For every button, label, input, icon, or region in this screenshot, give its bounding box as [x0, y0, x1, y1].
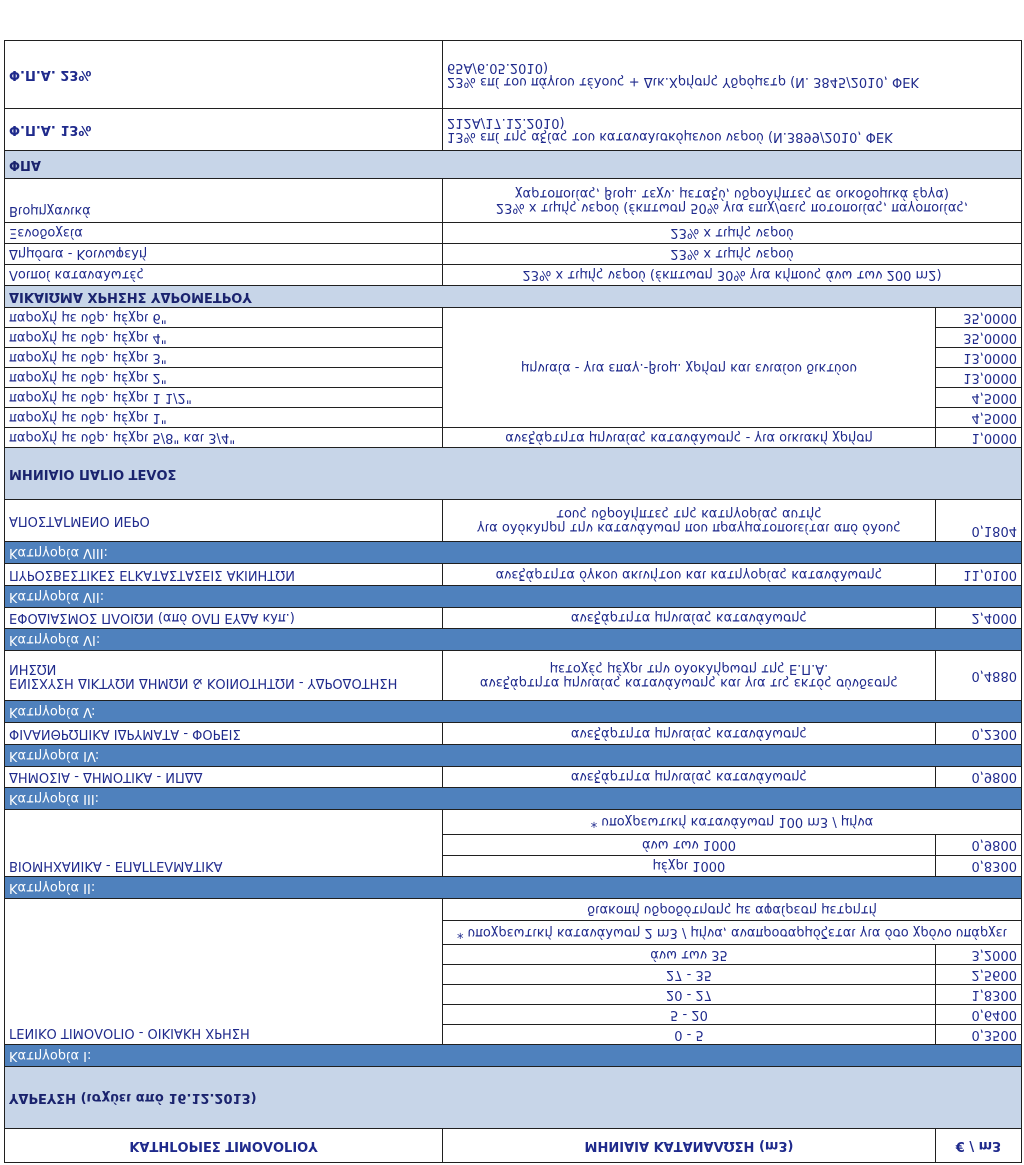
category-row [5, 788, 1022, 810]
price-value: 0,2300 [936, 723, 1022, 745]
vat-label: Λοιποί καταναλωτές [5, 265, 443, 286]
table-row [5, 767, 1022, 788]
desc-line: 23% επί του πάγιου τέλους + Δικ.Χρήσης Υδρόμετρ (Ν. 3845/2010, ΦΕΚ [447, 74, 919, 90]
table-row [5, 244, 1022, 265]
note-text: * υποχρεωτική κατανάλωση 2 m3 / μήνα, αναπροσαρμόζεται για όσο χρόνο υπάρχει [443, 921, 1022, 945]
note-text: διακοπή υδροδότησης με αφαίρεση μετρητή [443, 899, 1022, 921]
consumption-desc: μηνιαία - για επαγ.-βιομ. χρήση και ενιαίου δικτύου [443, 308, 936, 428]
table-row [5, 500, 1022, 542]
price-value: 0,1804 [936, 500, 1022, 542]
category-row [5, 586, 1022, 608]
consumption-desc [443, 500, 936, 542]
table-row [5, 109, 1022, 151]
vat-desc [443, 41, 1022, 109]
consumption-range: 0 - 5 [443, 1025, 936, 1045]
category-name: ΕΦΟΔΙΑΣΜΟΣ ΠΛΟΙΩΝ (από ΟΛΠ ΕΥΔΑ κλπ.) [5, 608, 443, 629]
category-label: Κατηγορία VII: [5, 586, 1022, 608]
price-value: 0,4880 [936, 651, 1022, 701]
price-value: 1,8300 [936, 985, 1022, 1005]
desc-line: για ολόκληρη την κατανάλωση που πραγματοποιείται από όλους [477, 520, 901, 536]
category-row [5, 701, 1022, 723]
vat-label: Φ.Π.Α. 13% [5, 109, 443, 151]
meter-label: παροχή με υδρ. μέχρι 1" [5, 408, 443, 428]
price-value: 0,3500 [936, 1025, 1022, 1045]
desc-line: 65Α/6.05.2010) [447, 60, 549, 76]
meter-label: παροχή με υδρ. μέχρι 1 1/2" [5, 388, 443, 408]
category-name: ΑΠΟΣΤΑΓΜΕΝΟ ΝΕΡΟ [5, 500, 443, 542]
price-value: 4,5000 [936, 408, 1022, 428]
section-usage-right [5, 286, 1022, 308]
category-label: Κατηγορία Ι: [5, 1045, 1022, 1067]
category-row [5, 1045, 1022, 1067]
price-value: 4,5000 [936, 388, 1022, 408]
vat-label: Δημόσια - Κοινωφελή [5, 244, 443, 265]
note-text: * υποχρεωτική κατανάλωση 100 m3 / μήνα [443, 810, 1022, 835]
consumption-desc: ανεξάρτητα μηνιαίας κατανάλωσης [443, 608, 936, 629]
category-name: ΒΙΟΜΗΧΑΝΙΚΑ - ΕΠΑΓΓΕΛΜΑΤΙΚΑ [5, 810, 443, 877]
vat-desc [443, 109, 1022, 151]
meter-label: παροχή με υδρ. μέχρι 4" [5, 328, 443, 348]
consumption-desc [443, 651, 936, 701]
category-name: ΠΥΡΟΣΒΕΣΤΙΚΕΣ ΕΓΚΑΤΑΣΤΑΣΕΙΣ ΑΚΙΝΗΤΩΝ [5, 564, 443, 586]
desc-line: τους υδρολήπτες της κατηγορίας αυτής [556, 506, 822, 522]
price-value: 0,9800 [936, 767, 1022, 788]
section-monthly-fee [5, 448, 1022, 500]
table-row [5, 265, 1022, 286]
category-row [5, 877, 1022, 899]
meter-label: παροχή με υδρ. μέχρι 2" [5, 368, 443, 388]
category-name: ΦΙΛΑΝΘΡΩΠΙΚΑ ΙΔΡΥΜΑΤΑ - ΦΟΡΕΙΣ [5, 723, 443, 745]
category-name-line: ΕΝΙΣΧΥΣΗ ΔΙΚΤΥΩΝ ΔΗΜΩΝ & ΚΟΙΝΟΤΗΤΩΝ - ΥΔΡΟΔΟΤΗΣΗ [9, 675, 398, 691]
meter-label: παροχή με υδρ. μέχρι 3" [5, 348, 443, 368]
price-value: 35,0000 [936, 308, 1022, 328]
vat-desc [443, 179, 1022, 223]
category-name [5, 651, 443, 701]
category-label: Κατηγορία V: [5, 701, 1022, 723]
price-value: 2,5600 [936, 965, 1022, 985]
consumption-range: μέχρι 1000 [443, 856, 936, 877]
header-consumption: ΜΗΝΙΑΙΑ ΚΑΤΑΝΑΛΩΣΗ (m3) [443, 1129, 936, 1163]
category-label: Κατηγορία VI: [5, 629, 1022, 651]
meter-label: παροχή με υδρ. μέχρι 5/8" και 3/4" [5, 428, 443, 448]
price-value: 35,0000 [936, 328, 1022, 348]
desc-line: 212Α/17.12.2010) [447, 115, 565, 131]
section-title: ΦΠΑ [5, 151, 1022, 179]
vat-label: Ξενοδοχεία [5, 223, 443, 244]
vat-label: Βιομηχανικά [5, 179, 443, 223]
category-row [5, 629, 1022, 651]
price-value: 0,8300 [936, 856, 1022, 877]
section-fpa [5, 151, 1022, 179]
price-value: 0,9800 [936, 835, 1022, 856]
table-row [5, 608, 1022, 629]
section-title: ΥΔΡΕΥΣΗ (ισχύει από 16.12.2013) [5, 1067, 1022, 1129]
category-label: Κατηγορία VIII: [5, 542, 1022, 564]
header-price: € / m3 [936, 1129, 1022, 1163]
table-row [5, 41, 1022, 109]
table-row [5, 408, 1022, 428]
price-value: 13,0000 [936, 368, 1022, 388]
consumption-desc: ανεξάρτητα όγκου ακινήτου και κατηγορίας κατανάλωσης [443, 564, 936, 586]
category-label: Κατηγορία ΙV: [5, 745, 1022, 767]
category-name: ΔΗΜΟΣΙΑ - ΔΗΜΟΤΙΚΑ - ΝΠΔΔ [5, 767, 443, 788]
table-row [5, 1025, 1022, 1045]
table-row [5, 856, 1022, 877]
consumption-range: άνω των 35 [443, 945, 936, 965]
category-row [5, 542, 1022, 564]
desc-line: 13% επί της αξίας του καταναλισκόμενου νερού (Ν.3899/2010, ΦΕΚ [447, 129, 893, 145]
section-water [5, 1067, 1022, 1129]
desc-line: μετοχές μέχρι την ολοκλήρωση της Ε.Π.Α. [549, 661, 829, 677]
price-value: 1,0000 [936, 428, 1022, 448]
consumption-desc: ανεξάρτητα μηνιαίας κατανάλωσης - για οικιακή χρήση [443, 428, 936, 448]
vat-desc: 23% x τιμής νερού [443, 244, 1022, 265]
desc-line: 23% x τιμής νερού (έκπτωση 50% για επιχ/σεις ποτοποιίας, παγοποιίας, [495, 200, 969, 216]
price-value: 11,0100 [936, 564, 1022, 586]
consumption-desc: ανεξάρτητα μηνιαίας κατανάλωσης [443, 723, 936, 745]
vat-desc: 23% x τιμής νερού [443, 223, 1022, 244]
vat-label: Φ.Π.Α. 23% [5, 41, 443, 109]
vat-desc: 23% x τιμής νερού (έκπτωση 30% για κήπους άνω των 200 m2) [443, 265, 1022, 286]
section-title: ΔΙΚΑΙΩΜΑ ΧΡΗΣΗΣ ΥΔΡΟΜΕΤΡΟΥ [5, 286, 1022, 308]
category-label: Κατηγορία ΙΙ: [5, 877, 1022, 899]
price-value: 2,4000 [936, 608, 1022, 629]
category-name-line: ΝΗΣΩΝ [9, 661, 57, 677]
desc-line: ανεξάρτητα μηνιαίας κατανάλωσης και για τις εκτός σύνδεσης [479, 675, 899, 691]
tariff-table [4, 40, 1022, 1163]
header-categories: ΚΑΤΗΓΟΡΙΕΣ ΤΙΜΟΛΟΓΙΟΥ [5, 1129, 443, 1163]
consumption-range: 20 - 27 [443, 985, 936, 1005]
header-row [5, 1129, 1022, 1163]
consumption-range: 5 - 20 [443, 1005, 936, 1025]
consumption-range: 27 - 35 [443, 965, 936, 985]
table-row [5, 179, 1022, 223]
meter-label: παροχή με υδρ. μέχρι 6" [5, 308, 443, 328]
table-row [5, 564, 1022, 586]
price-value: 0,6400 [936, 1005, 1022, 1025]
consumption-range: άνω των 1000 [443, 835, 936, 856]
category-row [5, 745, 1022, 767]
category-name: ΓΕΝΙΚΟ ΤΙΜΟΛΟΓΙΟ - ΟΙΚΙΑΚΗ ΧΡΗΣΗ [5, 899, 443, 1045]
desc-line: χαρτοποιίας, βιομ. τεχν. μεταξύ, υδρολήπτες σε οικοδομικά έργα) [515, 186, 949, 202]
table-row [5, 651, 1022, 701]
category-label: Κατηγορία ΙΙΙ: [5, 788, 1022, 810]
table-row [5, 223, 1022, 244]
table-row [5, 723, 1022, 745]
consumption-desc: ανεξάρτητα μηνιαίας κατανάλωσης [443, 767, 936, 788]
price-value: 13,0000 [936, 348, 1022, 368]
price-value: 3,2000 [936, 945, 1022, 965]
section-title: ΜΗΝΙΑΙΟ ΠΑΓΙΟ ΤΕΛΟΣ [5, 448, 1022, 500]
table-row [5, 428, 1022, 448]
